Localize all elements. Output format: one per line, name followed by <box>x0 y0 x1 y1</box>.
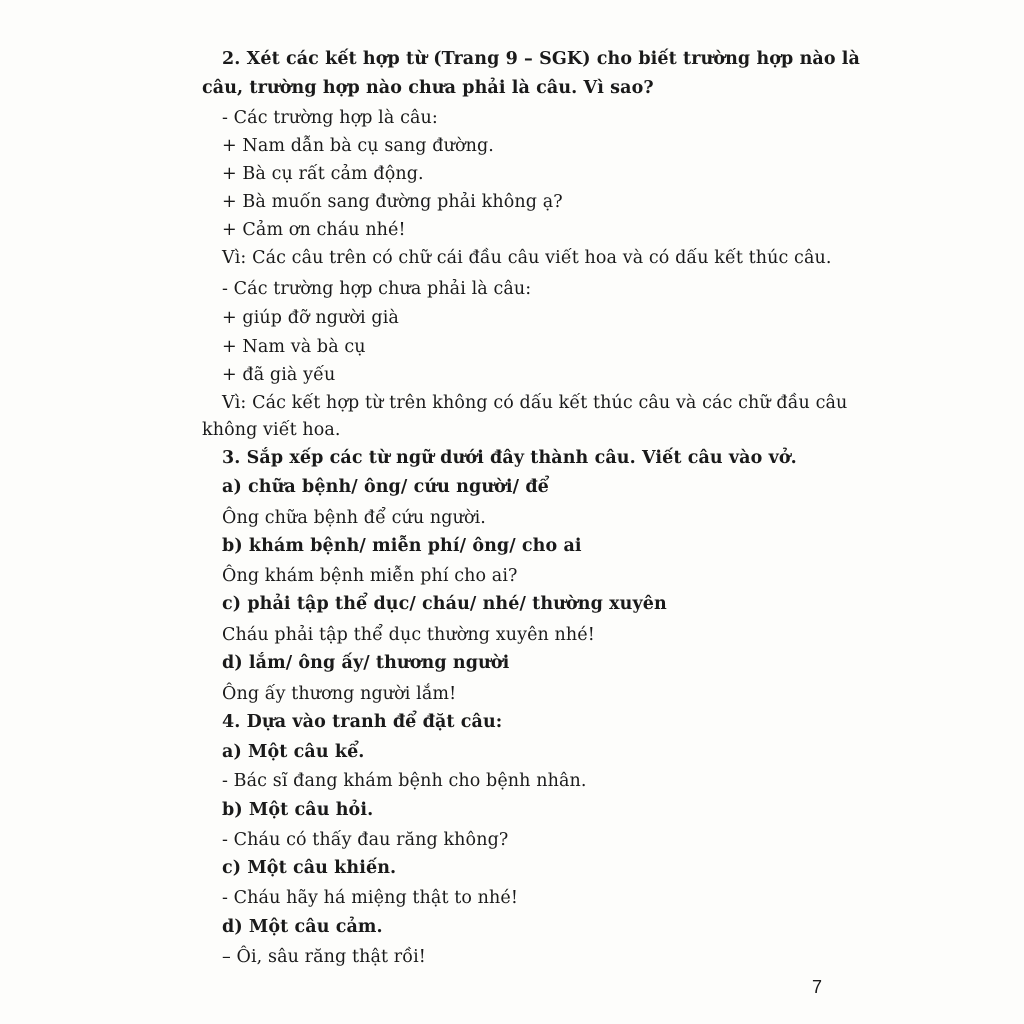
sentence-item: + Nam dẫn bà cụ sang đường. <box>222 136 494 156</box>
exercise-prompt: d) lắm/ ông ấy/ thương người <box>222 653 510 673</box>
section2-intro-sentences: - Các trường hợp là câu: <box>222 108 438 128</box>
exercise-prompt: b) Một câu hỏi. <box>222 800 374 820</box>
exercise-prompt: a) Một câu kể. <box>222 742 365 762</box>
non-sentence-item: + đã già yếu <box>222 365 336 385</box>
section2-intro-non-sentences: - Các trường hợp chưa phải là câu: <box>222 279 532 299</box>
non-sentence-item: + giúp đỡ người già <box>222 308 399 328</box>
non-sentence-item: + Nam và bà cụ <box>222 337 366 357</box>
exercise-prompt: c) phải tập thể dục/ cháu/ nhé/ thường xuyên <box>222 594 667 614</box>
exercise-answer: Ông chữa bệnh để cứu người. <box>222 508 486 528</box>
exercise-answer: - Cháu hãy há miệng thật to nhé! <box>222 888 518 908</box>
sentence-item: + Bà muốn sang đường phải không ạ? <box>222 192 563 212</box>
section2-heading-line2: câu, trường hợp nào chưa phải là câu. Vì sao? <box>202 78 654 98</box>
exercise-answer: Cháu phải tập thể dục thường xuyên nhé! <box>222 625 595 645</box>
exercise-answer: Ông ấy thương người lắm! <box>222 684 457 704</box>
sentence-item: + Cảm ơn cháu nhé! <box>222 220 406 240</box>
exercise-answer: Ông khám bệnh miễn phí cho ai? <box>222 566 518 586</box>
exercise-answer: - Bác sĩ đang khám bệnh cho bệnh nhân. <box>222 771 587 791</box>
exercise-answer: – Ôi, sâu răng thật rồi! <box>222 947 426 967</box>
section3-heading: 3. Sắp xếp các từ ngữ dưới đây thành câu. Viết câu vào vở. <box>222 448 797 468</box>
exercise-answer: - Cháu có thấy đau răng không? <box>222 830 509 850</box>
section2-reason-non-line1: Vì: Các kết hợp từ trên không có dấu kết thúc câu và các chữ đầu câu <box>222 393 848 413</box>
exercise-prompt: d) Một câu cảm. <box>222 917 383 937</box>
section2-heading-line1: 2. Xét các kết hợp từ (Trang 9 – SGK) cho biết trường hợp nào là <box>222 49 860 69</box>
exercise-prompt: c) Một câu khiến. <box>222 858 397 878</box>
page-number: 7 <box>812 977 823 997</box>
exercise-prompt: a) chữa bệnh/ ông/ cứu người/ để <box>222 477 549 497</box>
exercise-prompt: b) khám bệnh/ miễn phí/ ông/ cho ai <box>222 536 582 556</box>
sentence-item: + Bà cụ rất cảm động. <box>222 164 424 184</box>
section2-reason-non-line2: không viết hoa. <box>202 420 341 440</box>
section2-reason-sentences: Vì: Các câu trên có chữ cái đầu câu viết hoa và có dấu kết thúc câu. <box>222 248 832 268</box>
section4-heading: 4. Dựa vào tranh để đặt câu: <box>222 712 503 732</box>
